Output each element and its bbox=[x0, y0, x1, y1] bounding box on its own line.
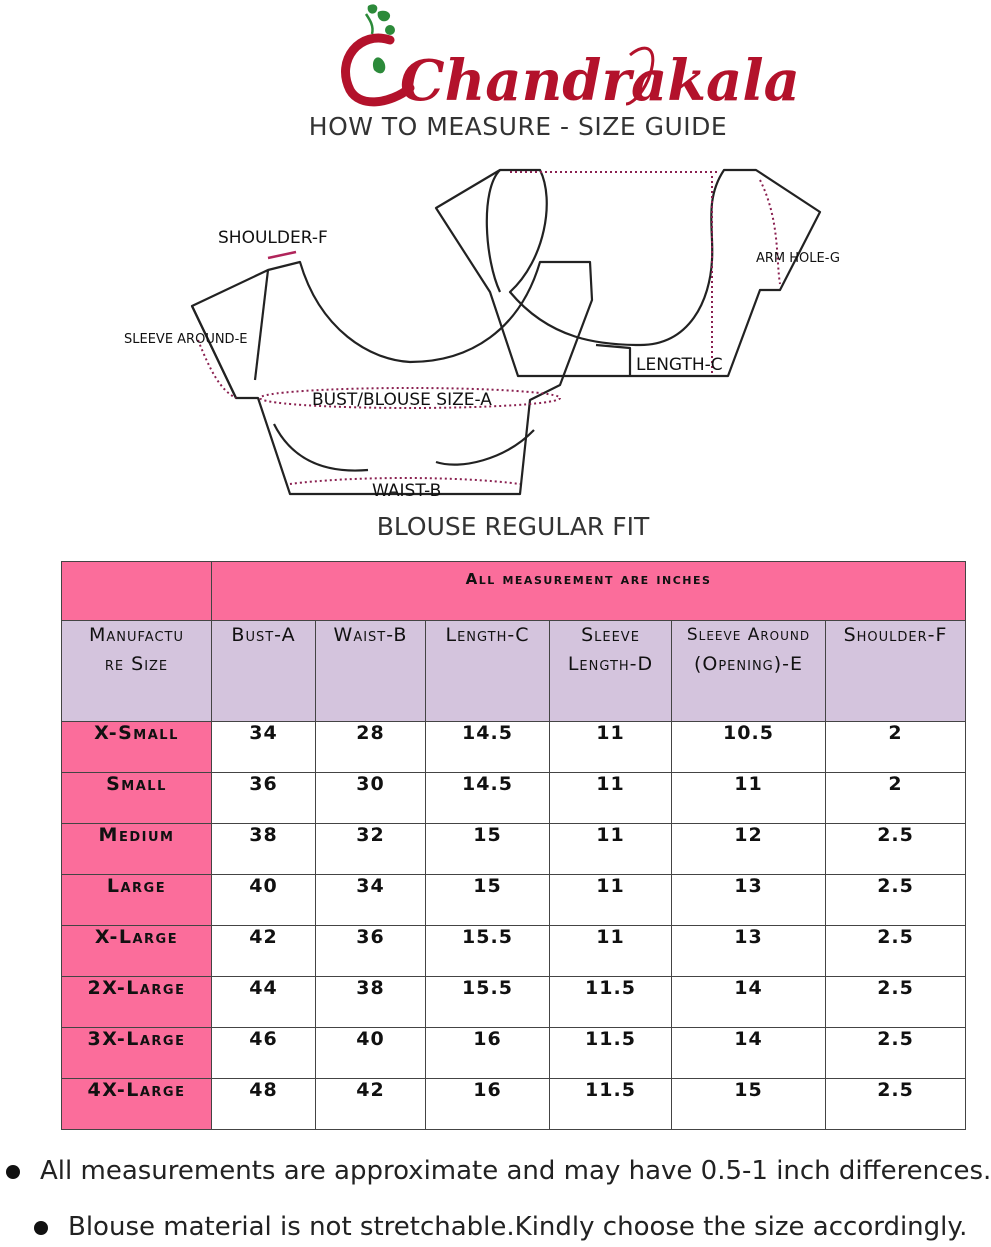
value-cell-sleeve: 11 bbox=[550, 773, 672, 824]
value-cell-waist: 36 bbox=[316, 926, 426, 977]
value-cell-shoulder: 2.5 bbox=[826, 824, 966, 875]
col-header-sleeve-length: Sleeve Length-D bbox=[550, 621, 672, 722]
value-cell-shoulder: 2.5 bbox=[826, 1028, 966, 1079]
value-cell-bust: 44 bbox=[212, 977, 316, 1028]
table-row bbox=[62, 1079, 966, 1130]
page-subtitle: HOW TO MEASURE - SIZE GUIDE bbox=[308, 112, 728, 141]
table-row bbox=[62, 722, 966, 773]
value-cell-sleeve: 11 bbox=[550, 875, 672, 926]
size-chart-table bbox=[61, 561, 966, 1130]
value-cell-bust: 48 bbox=[212, 1079, 316, 1130]
value-cell-shoulder: 2.5 bbox=[826, 926, 966, 977]
note-item: Blouse material is not stretchable.Kindly choose the size accordingly. bbox=[34, 1212, 967, 1242]
col-header-sleeve-around: Sleeve Around (Opening)-E bbox=[672, 621, 826, 722]
blouse-diagram bbox=[0, 140, 990, 520]
value-cell-length: 15.5 bbox=[426, 977, 550, 1028]
size-cell: X-Large bbox=[62, 926, 212, 977]
corner-cell bbox=[62, 562, 212, 621]
label-shoulder: SHOULDER-F bbox=[218, 228, 328, 248]
value-cell-length: 14.5 bbox=[426, 722, 550, 773]
col-header-shoulder: Shoulder-F bbox=[826, 621, 966, 722]
col-header-bust: Bust-A bbox=[212, 621, 316, 722]
col-header-waist: Waist-B bbox=[316, 621, 426, 722]
table-row bbox=[62, 1028, 966, 1079]
table-row bbox=[62, 977, 966, 1028]
value-cell-around: 10.5 bbox=[672, 722, 826, 773]
value-cell-bust: 34 bbox=[212, 722, 316, 773]
table-row bbox=[62, 926, 966, 977]
size-cell: 2X-Large bbox=[62, 977, 212, 1028]
value-cell-shoulder: 2 bbox=[826, 722, 966, 773]
value-cell-bust: 42 bbox=[212, 926, 316, 977]
value-cell-length: 16 bbox=[426, 1028, 550, 1079]
value-cell-waist: 34 bbox=[316, 875, 426, 926]
value-cell-length: 14.5 bbox=[426, 773, 550, 824]
label-waist: WAIST-B bbox=[372, 481, 442, 501]
value-cell-waist: 30 bbox=[316, 773, 426, 824]
value-cell-sleeve: 11 bbox=[550, 722, 672, 773]
value-cell-sleeve: 11.5 bbox=[550, 977, 672, 1028]
value-cell-waist: 38 bbox=[316, 977, 426, 1028]
size-cell: Medium bbox=[62, 824, 212, 875]
chandrakala-logo bbox=[330, 0, 800, 114]
bullet-icon bbox=[6, 1165, 20, 1179]
size-cell: Small bbox=[62, 773, 212, 824]
value-cell-sleeve: 11 bbox=[550, 824, 672, 875]
logo-wordmark: Chandrakala bbox=[400, 48, 800, 114]
value-cell-waist: 40 bbox=[316, 1028, 426, 1079]
value-cell-shoulder: 2.5 bbox=[826, 977, 966, 1028]
bullet-icon bbox=[34, 1221, 48, 1235]
value-cell-shoulder: 2.5 bbox=[826, 1079, 966, 1130]
label-length: LENGTH-C bbox=[636, 355, 723, 375]
size-cell: 3X-Large bbox=[62, 1028, 212, 1079]
label-sleeve-around: SLEEVE AROUND-E bbox=[124, 332, 248, 347]
value-cell-sleeve: 11.5 bbox=[550, 1079, 672, 1130]
value-cell-length: 15 bbox=[426, 875, 550, 926]
label-bust: BUST/BLOUSE SIZE-A bbox=[312, 390, 492, 410]
value-cell-around: 15 bbox=[672, 1079, 826, 1130]
size-cell: X-Small bbox=[62, 722, 212, 773]
value-cell-sleeve: 11 bbox=[550, 926, 672, 977]
value-cell-around: 13 bbox=[672, 926, 826, 977]
value-cell-waist: 32 bbox=[316, 824, 426, 875]
fit-title: BLOUSE REGULAR FIT bbox=[376, 512, 650, 541]
note-item: All measurements are approximate and may have 0.5-1 inch differences. bbox=[6, 1156, 991, 1186]
value-cell-waist: 42 bbox=[316, 1079, 426, 1130]
col-header-length: Length-C bbox=[426, 621, 550, 722]
brand-logo bbox=[330, 0, 800, 114]
value-cell-waist: 28 bbox=[316, 722, 426, 773]
value-cell-shoulder: 2.5 bbox=[826, 875, 966, 926]
value-cell-around: 14 bbox=[672, 1028, 826, 1079]
col-header-size: Manufactu re Size bbox=[62, 621, 212, 722]
value-cell-around: 14 bbox=[672, 977, 826, 1028]
value-cell-around: 13 bbox=[672, 875, 826, 926]
table-caption: All measurement are inches bbox=[212, 562, 966, 621]
value-cell-around: 12 bbox=[672, 824, 826, 875]
table-row bbox=[62, 773, 966, 824]
value-cell-bust: 46 bbox=[212, 1028, 316, 1079]
value-cell-length: 15.5 bbox=[426, 926, 550, 977]
table-row bbox=[62, 824, 966, 875]
table-row bbox=[62, 875, 966, 926]
value-cell-length: 15 bbox=[426, 824, 550, 875]
label-armhole: ARM HOLE-G bbox=[756, 251, 840, 266]
value-cell-bust: 40 bbox=[212, 875, 316, 926]
value-cell-around: 11 bbox=[672, 773, 826, 824]
value-cell-bust: 36 bbox=[212, 773, 316, 824]
value-cell-sleeve: 11.5 bbox=[550, 1028, 672, 1079]
value-cell-shoulder: 2 bbox=[826, 773, 966, 824]
size-cell: 4X-Large bbox=[62, 1079, 212, 1130]
value-cell-bust: 38 bbox=[212, 824, 316, 875]
size-cell: Large bbox=[62, 875, 212, 926]
value-cell-length: 16 bbox=[426, 1079, 550, 1130]
